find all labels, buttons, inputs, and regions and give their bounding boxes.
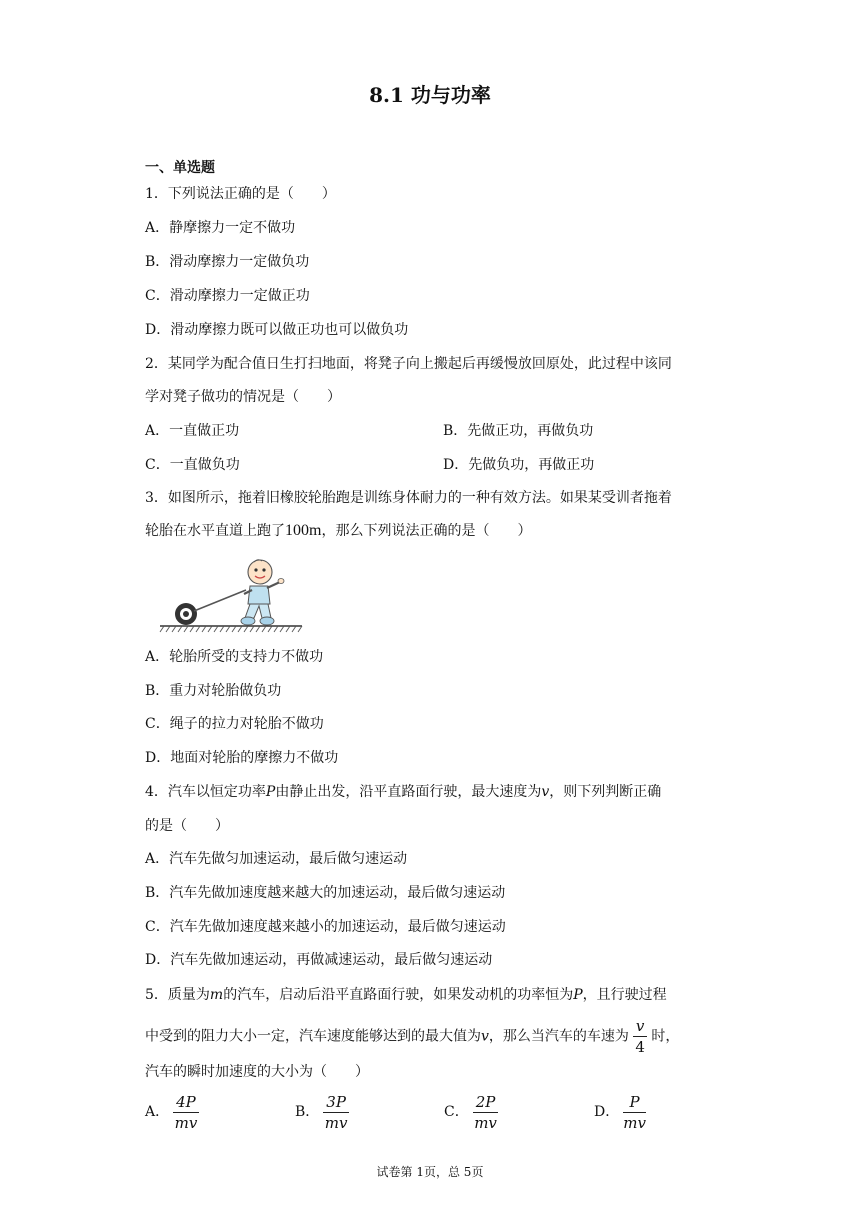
q2-stem-line2: 学对凳子做功的情况是（ ） (145, 389, 341, 405)
q5-text-4: 中受到的阻力大小一定，汽车速度能够达到的最大值为 (145, 1028, 481, 1045)
q5-option-c (444, 1092, 502, 1132)
fraction-numerator: 4P (173, 1093, 199, 1113)
q5-option-d (594, 1092, 650, 1132)
fraction-denominator: mv (474, 1113, 497, 1132)
q2-option-c: C．一直做负功 (145, 457, 240, 473)
q2-option-a: A．一直做正功 (145, 423, 240, 439)
option-fraction (473, 1093, 499, 1132)
q3-option-d: D．地面对轮胎的摩擦力不做功 (145, 750, 339, 766)
q5-text-2: 的汽车，启动后沿平直路面行驶，如果发动机的功率恒为 (223, 987, 574, 1003)
q1-stem: 1．下列说法正确的是（ ） (145, 186, 336, 202)
q5-option-b (295, 1092, 353, 1132)
q3-stem-text: 轮胎在水平直道上跑了 (145, 523, 285, 539)
q4-option-b: B．汽车先做加速度越来越大的加速运动，最后做匀速运动 (145, 885, 506, 901)
q1-option-c: C．滑动摩擦力一定做正功 (145, 288, 310, 304)
section-heading: 一、单选题 (145, 160, 215, 176)
page-footer: 试卷第 1页，总 5页 (376, 1165, 484, 1179)
q5-text-3: ，且行驶过程 (582, 987, 667, 1003)
q1-option-a: A．静摩擦力一定不做功 (145, 220, 296, 236)
q2-option-d: D．先做负功，再做正功 (443, 457, 595, 473)
q5-option-a (145, 1092, 203, 1132)
fraction-numerator: P (623, 1093, 646, 1113)
q2-option-b: B．先做正功，再做负功 (443, 423, 594, 439)
q3-option-b: B．重力对轮胎做负功 (145, 683, 282, 699)
page-title: 8.1 功与功率 (369, 83, 491, 107)
q4-text-2: 由静止出发，沿平直路面行驶，最大速度为 (275, 784, 542, 800)
q5-stem-line2 (145, 1017, 679, 1056)
option-fraction (323, 1093, 349, 1132)
q4-text-3: ，则下列判断正确 (549, 784, 662, 800)
q3-distance: 100m (285, 522, 322, 539)
q3-stem-line1: 3．如图所示，拖着旧橡胶轮胎跑是训练身体耐力的一种有效方法。如果某受训者拖着 (145, 490, 672, 506)
q4-option-d: D．汽车先做加速运动，再做减速运动，最后做匀速运动 (145, 952, 493, 968)
option-label: C． (444, 1104, 469, 1120)
q2-stem-line1: 2．某同学为配合值日生打扫地面，将凳子向上搬起后再缓慢放回原处，此过程中该同 (145, 356, 672, 372)
fraction-denominator: mv (324, 1113, 348, 1132)
q3-stem-line2 (145, 521, 531, 541)
tire-dragging-figure (150, 556, 310, 636)
q4-option-c: C．汽车先做加速度越来越小的加速运动，最后做匀速运动 (145, 919, 506, 935)
q3-stem-text-end: ，那么下列说法正确的是（ ） (321, 523, 532, 539)
q5-stem-line3: 汽车的瞬时加速度的大小为（ ） (145, 1064, 369, 1080)
q5-speed-fraction (633, 1017, 647, 1056)
q5-speed-symbol: v (481, 1028, 489, 1045)
q4-option-a: A．汽车先做匀加速运动，最后做匀速运动 (145, 851, 408, 867)
option-label: B． (295, 1104, 320, 1120)
q4-power-symbol: P (265, 784, 276, 800)
q3-option-a: A．轮胎所受的支持力不做功 (145, 649, 324, 665)
option-label: A． (145, 1104, 170, 1120)
q4-speed-symbol: v (541, 784, 550, 800)
fraction-denominator: 4 (635, 1038, 645, 1056)
q4-stem-line1 (145, 782, 661, 802)
q1-option-b: B．滑动摩擦力一定做负功 (145, 254, 310, 270)
q4-text-1: 4．汽车以恒定功率 (145, 784, 266, 800)
q5-text-5: ，那么当汽车的车速为 (488, 1028, 629, 1045)
option-fraction (173, 1093, 199, 1132)
fraction-numerator: v (633, 1017, 647, 1037)
q5-text-6: 时， (651, 1028, 680, 1045)
q5-text-1: 5．质量为 (145, 987, 210, 1003)
fraction-numerator: 2P (473, 1093, 499, 1113)
fraction-numerator: 3P (323, 1093, 349, 1113)
q5-mass-symbol: m (209, 987, 224, 1003)
option-fraction (623, 1093, 646, 1132)
q1-option-d: D．滑动摩擦力既可以做正功也可以做负功 (145, 322, 409, 338)
option-label: D． (594, 1104, 620, 1120)
fraction-denominator: mv (623, 1113, 646, 1132)
fraction-denominator: mv (174, 1113, 198, 1132)
q5-power-symbol: P (573, 987, 583, 1003)
q5-stem-line1 (145, 985, 667, 1005)
q4-stem-line2: 的是（ ） (145, 818, 229, 834)
q3-option-c: C．绳子的拉力对轮胎不做功 (145, 716, 324, 732)
